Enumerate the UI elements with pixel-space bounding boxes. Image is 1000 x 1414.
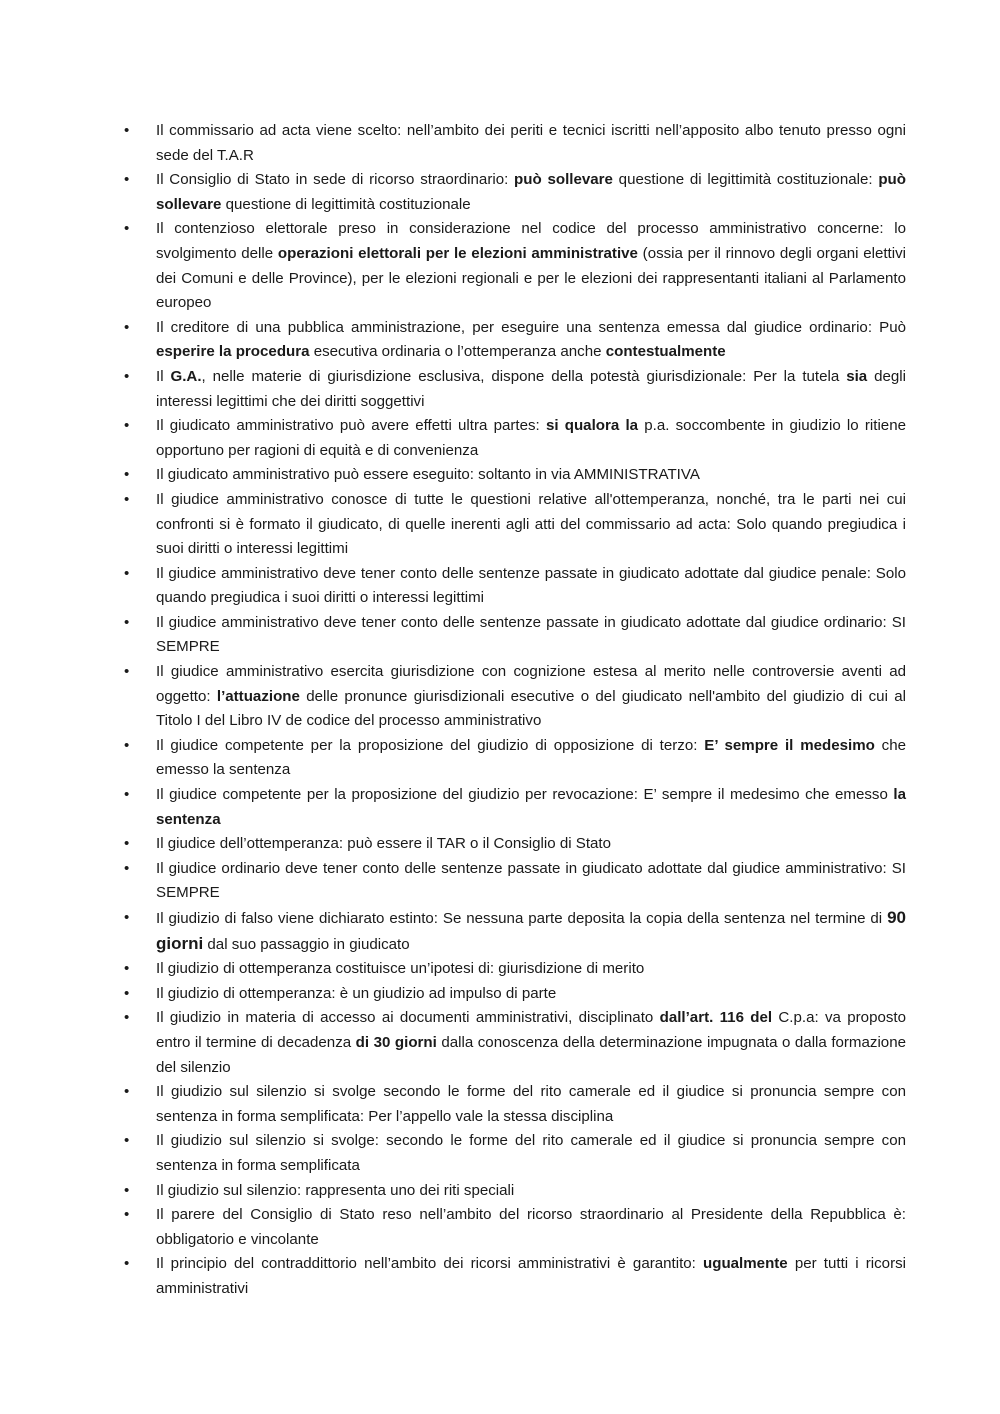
list-item-text	[156, 1083, 906, 1125]
list-item	[120, 562, 906, 611]
bullet-icon: •	[124, 984, 130, 1002]
text-run: dal suo passaggio in giudicato	[203, 935, 410, 953]
bold-text: 90 giorni	[156, 908, 906, 953]
bullet-list	[120, 119, 906, 1302]
text-run: Il principio del contraddittorio nell’ambito dei ricorsi amministrativi è garantito:	[156, 1255, 703, 1273]
text-run: Il giudizio sul silenzio si svolge: secondo le forme del rito camerale ed il giudice si pronuncia sempre con sentenza in forma semplificata	[156, 1132, 906, 1174]
bullet-icon: •	[124, 318, 130, 336]
list-item-text	[156, 910, 906, 953]
list-item-text	[156, 491, 906, 557]
bullet-icon: •	[124, 1132, 130, 1150]
text-run: delle pronunce giurisdizionali esecutive o del giudicato nell'ambito del giudizio di cui al Titolo I del Libro IV de codice del processo amministrativo	[156, 687, 906, 730]
list-item-text	[156, 1206, 906, 1248]
list-item-text	[156, 319, 906, 361]
bold-text: può sollevare	[514, 171, 613, 189]
text-run: Il giudice amministrativo deve tener conto delle sentenze passate in giudicato adottate dal giudice ordinario: SI SEMPRE	[156, 613, 906, 656]
bold-text: di 30 giorni	[355, 1033, 437, 1051]
list-item	[120, 611, 906, 660]
text-run: Il giudice competente per la proposizione del giudizio di opposizione di terzo:	[156, 736, 705, 754]
text-run: Il giudizio sul silenzio si svolge secondo le forme del rito camerale ed il giudice si pronuncia sempre con sentenza in forma semplificata: Per l’appello vale la stessa disciplina	[156, 1083, 906, 1125]
bold-text: contestualmente	[605, 343, 726, 361]
list-item	[120, 168, 906, 217]
list-item-text	[156, 368, 906, 410]
list-item	[120, 734, 906, 783]
text-run: Il parere del Consiglio di Stato reso nell’ambito del ricorso straordinario al Presidente della Repubblica è: obbligatorio e vincolante	[156, 1206, 906, 1248]
text-run: Il giudicato amministrativo può avere effetti ultra partes:	[156, 417, 546, 435]
text-run: Il giudizio in materia di accesso ai documenti amministrativi, disciplinato	[156, 1009, 660, 1027]
list-item	[120, 316, 906, 365]
bullet-icon: •	[124, 466, 130, 484]
bold-text: esperire la procedura	[156, 343, 310, 361]
list-item	[120, 488, 906, 562]
list-item	[120, 1203, 906, 1252]
list-item	[120, 217, 906, 315]
bold-text: la sentenza	[156, 786, 906, 828]
list-item-text	[156, 737, 906, 779]
bullet-icon: •	[124, 1083, 130, 1101]
list-item	[120, 982, 906, 1007]
list-item-text	[156, 860, 906, 902]
list-item-text	[156, 565, 906, 607]
list-item	[120, 463, 906, 488]
bullet-icon: •	[124, 859, 130, 877]
list-item-text	[156, 220, 906, 311]
bold-text: può sollevare	[156, 171, 906, 213]
text-run: Il giudice ordinario deve tener conto delle sentenze passate in giudicato adottate dal giudice amministrativo: SI SEMPRE	[156, 859, 906, 902]
text-run: Il giudice amministrativo esercita giurisdizione con cognizione estesa al merito nelle controversie aventi ad oggetto:	[156, 663, 906, 705]
list-item-text	[156, 1009, 906, 1075]
bullet-icon: •	[124, 613, 130, 631]
bullet-icon: •	[124, 786, 130, 804]
bullet-icon: •	[124, 1181, 130, 1199]
list-item	[120, 857, 906, 906]
text-run: Il giudice amministrativo deve tener conto delle sentenze passate in giudicato adottate dal giudice penale: Solo quando pregiudica i suoi diritti o interessi legittimi	[156, 564, 906, 607]
bullet-icon: •	[124, 171, 130, 189]
bullet-icon: •	[124, 122, 130, 139]
list-item	[120, 1252, 906, 1301]
text-run: Il giudizio di falso viene dichiarato estinto: Se nessuna parte deposita la copia della sentenza nel termine di	[156, 910, 888, 927]
list-item-text	[156, 1182, 514, 1199]
bold-text: sia	[846, 367, 868, 385]
text-run: p.a. soccombente in giudizio lo ritiene opportuno per ragioni di equità e di convenienza	[156, 417, 906, 459]
text-run: che emesso la sentenza	[156, 736, 907, 779]
bullet-icon: •	[124, 1255, 130, 1273]
list-item	[120, 119, 906, 168]
text-run: (ossia per il rinnovo degli organi elettivi dei Comuni e delle Province), per le elezioni regionali e per le elezioni dei rappresentanti italiani al Parlamento europeo	[156, 244, 906, 312]
bullet-icon: •	[124, 960, 130, 978]
bullet-icon: •	[124, 367, 130, 385]
bullet-icon: •	[124, 835, 130, 853]
list-item-text	[156, 614, 906, 656]
text-run: Il giudice competente per la proposizione del giudizio per revocazione: E’ sempre il medesimo che emesso	[156, 786, 894, 804]
bullet-icon: •	[124, 1206, 130, 1224]
list-item-text	[156, 171, 906, 213]
bold-text: G.A.	[170, 367, 202, 385]
list-item	[120, 365, 906, 414]
list-item-text	[156, 466, 700, 483]
list-item-text	[156, 835, 611, 852]
bullet-icon: •	[124, 220, 130, 238]
text-run: esecutiva ordinaria o l’ottemperanza anche	[309, 343, 606, 361]
text-run: Il commissario ad acta viene scelto: nell’ambito dei periti e tecnici iscritti nell’apposito albo tenuto presso ogni sede del T.A.R	[156, 122, 906, 164]
list-item	[120, 1129, 906, 1178]
text-run: Il contenzioso elettorale preso in considerazione nel codice del processo amministrativo concerne: lo svolgimento delle	[156, 220, 906, 262]
text-run: degli interessi legittimi che dei diritti soggettivi	[156, 367, 906, 410]
list-item	[120, 832, 906, 857]
bullet-icon: •	[124, 417, 130, 435]
bold-text: operazioni elettorali per le elezioni amministrative	[277, 244, 638, 262]
bold-text: E’ sempre il medesimo	[704, 736, 875, 754]
list-item-text	[156, 663, 906, 729]
list-item	[120, 414, 906, 463]
text-run: Il giudicato amministrativo può essere eseguito: soltanto in via AMMINISTRATIVA	[156, 466, 700, 484]
text-run: Il	[156, 367, 171, 385]
list-item	[120, 957, 906, 982]
text-run: questione di legittimità costituzionale	[221, 195, 471, 213]
text-run: Il giudizio di ottemperanza costituisce un’ipotesi di: giurisdizione di merito	[156, 960, 645, 978]
bullet-icon: •	[124, 1009, 130, 1027]
bold-text: l’attuazione	[216, 687, 300, 705]
list-item-text	[156, 417, 906, 459]
text-run: dalla conoscenza della determinazione impugnata o dalla formazione del silenzio	[156, 1033, 906, 1076]
text-run: per tutti i ricorsi amministrativi	[156, 1255, 906, 1297]
bold-text: ugualmente	[703, 1255, 788, 1273]
text-run: C.p.a: va proposto entro il termine di decadenza	[156, 1009, 906, 1051]
bold-text: si qualora la	[545, 417, 639, 435]
text-run: , nelle materie di giurisdizione esclusiva, dispone della potestà giurisdizionale: Per la tutela	[201, 367, 847, 385]
text-run: Il giudizio di ottemperanza: è un giudizio ad impulso di parte	[156, 984, 557, 1002]
list-item-text	[156, 786, 906, 828]
list-item	[120, 783, 906, 832]
text-run: Il giudizio sul silenzio: rappresenta uno dei riti speciali	[156, 1181, 515, 1199]
list-item	[120, 906, 906, 957]
list-item-text	[156, 122, 906, 164]
text-run: Il creditore di una pubblica amministrazione, per eseguire una sentenza emessa dal giudice ordinario: Può	[156, 318, 906, 336]
bold-text: dall’art. 116 del	[659, 1009, 773, 1027]
list-item-text	[156, 1255, 906, 1297]
bullet-icon: •	[124, 490, 130, 508]
bullet-icon: •	[124, 909, 130, 926]
bullet-icon: •	[124, 736, 130, 754]
bullet-icon: •	[124, 663, 130, 681]
text-run: Il giudice dell’ottemperanza: può essere il TAR o il Consiglio di Stato	[156, 835, 612, 853]
list-item	[120, 660, 906, 734]
text-run: Il giudice amministrativo conosce di tutte le questioni relative all'ottemperanza, nonché, tra le parti nei cui confronti si è formato il giudicato, di quelle inerenti agli atti del commissario ad acta: Solo quando pregiudica i suoi diritti o interessi legittimi	[156, 490, 906, 558]
text-run: questione di legittimità costituzionale:	[612, 171, 879, 189]
list-item	[120, 1006, 906, 1080]
list-item-text	[156, 985, 556, 1002]
list-item-text	[156, 960, 644, 977]
list-item	[120, 1080, 906, 1129]
bullet-icon: •	[124, 564, 130, 582]
list-item-text	[156, 1132, 906, 1174]
text-run: Il Consiglio di Stato in sede di ricorso straordinario:	[156, 171, 515, 189]
list-item	[120, 1179, 906, 1204]
